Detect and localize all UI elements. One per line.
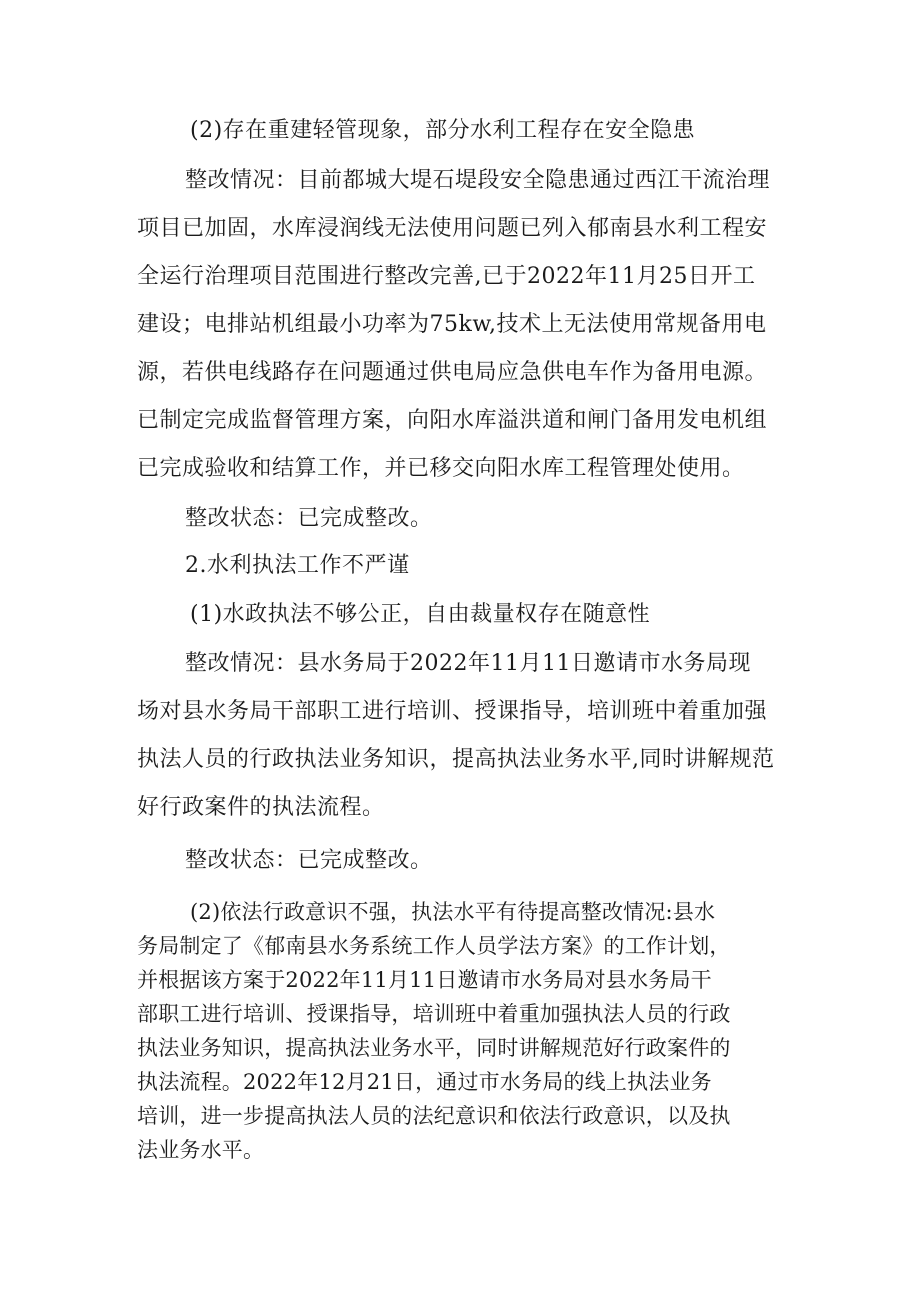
paragraph-line: 部职工进行培训、授课指导，培训班中着重加强执法人员的行政 — [137, 1002, 731, 1026]
paragraph-line: 务局制定了《郁南县水务系统工作人员学法方案》的工作计划， — [137, 934, 731, 958]
status-line: 整改状态：已完成整改。 — [185, 506, 433, 531]
paragraph-line: 好行政案件的执法流程。 — [137, 795, 385, 820]
paragraph-line: 培训，进一步提高执法人员的法纪意识和依法行政意识，以及执 — [137, 1104, 731, 1128]
section-heading: 2.水利执法工作不严谨 — [185, 553, 410, 578]
paragraph-line: 整改情况：县水务局于2022年11月11日邀请市水务局现 — [185, 651, 751, 676]
paragraph-line: 整改情况：目前都城大堤石堤段安全隐患通过西江干流治理 — [185, 168, 771, 193]
paragraph-line: (2)依法行政意识不强，执法水平有待提高整改情况:县水 — [190, 900, 716, 924]
paragraph-line: 执法业务知识，提高执法业务水平，同时讲解规范好行政案件的 — [137, 1036, 731, 1060]
paragraph-line: 项目已加固，水库浸润线无法使用问题已列入郁南县水利工程安 — [137, 216, 768, 241]
section-heading: (1)水政执法不够公正，自由裁量权存在随意性 — [190, 602, 651, 627]
paragraph-line: 已制定完成监督管理方案，向阳水库溢洪道和闸门备用发电机组 — [137, 408, 768, 433]
paragraph-line: 执法流程。2022年12月21日，通过市水务局的线上执法业务 — [137, 1070, 712, 1094]
paragraph-line: 源，若供电线路存在问题通过供电局应急供电车作为备用电源。 — [137, 360, 768, 385]
status-line: 整改状态：已完成整改。 — [185, 848, 433, 873]
paragraph-line: 并根据该方案于2022年11月11日邀请市水务局对县水务局干 — [137, 968, 712, 992]
section-heading: (2)存在重建轻管现象，部分水利工程存在安全隐患 — [190, 118, 696, 143]
paragraph-line: 建设；电排站机组最小功率为75kw,技术上无法使用常规备用电 — [137, 312, 767, 337]
paragraph-line: 已完成验收和结算工作，并已移交向阳水库工程管理处使用。 — [137, 456, 745, 481]
paragraph-line: 全运行治理项目范围进行整改完善,已于2022年11月25日开工 — [137, 264, 756, 289]
paragraph-line: 法业务水平。 — [137, 1138, 265, 1162]
paragraph-line: 执法人员的行政执法业务知识，提高执法业务水平,同时讲解规范 — [137, 747, 775, 772]
paragraph-line: 场对县水务局干部职工进行培训、授课指导，培训班中着重加强 — [137, 699, 768, 724]
